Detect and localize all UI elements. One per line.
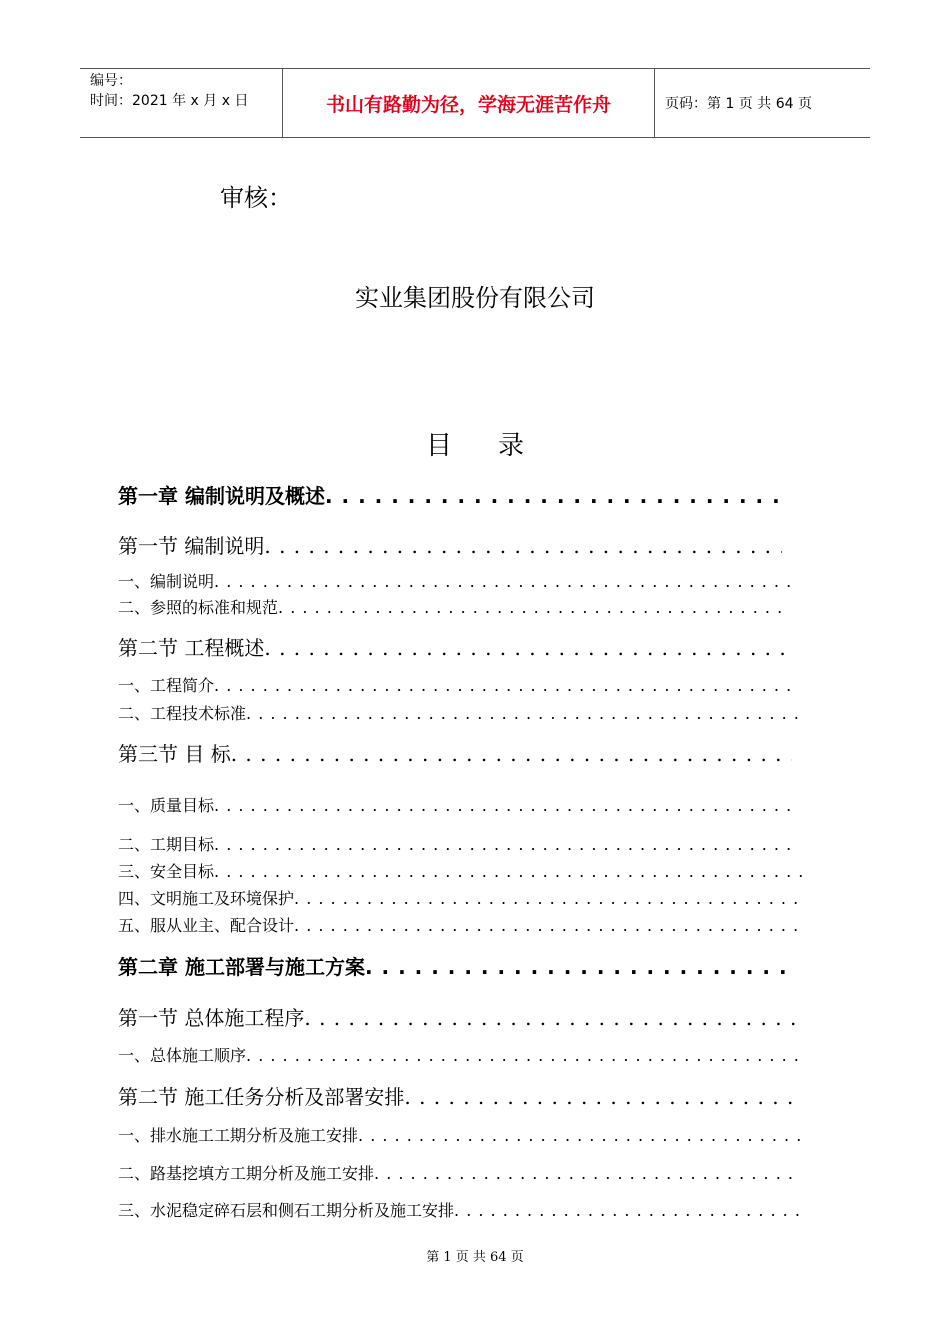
toc-item[interactable]: 一、编制说明 . . . [118,569,792,592]
toc-item[interactable]: 五、服从业主、配合设计 . . . [118,913,802,936]
toc-section-1-3[interactable]: 第三节 目 标 . . . [118,738,792,767]
toc-section-2-2[interactable]: 第二节 施工任务分析及部署安排 . . . [118,1081,802,1110]
toc-item[interactable]: 一、质量目标 . . . [118,793,790,816]
header-meta [80,69,282,137]
toc-item[interactable]: 三、水泥稳定碎石层和侧石工期分析及施工安排 . . . [118,1198,806,1221]
toc-item[interactable]: 三、安全目标 . . . [118,859,802,882]
toc-chapter-2[interactable]: 第二章 施工部署与施工方案 . . . [118,951,794,980]
toc-item[interactable]: 二、路基挖填方工期分析及施工安排 . . . [118,1161,798,1184]
toc-section-2-1[interactable]: 第一节 总体施工程序 . . . [118,1002,802,1031]
header-page-label: 页码：第 1 页 共 64 页 [665,96,812,112]
toc-item[interactable]: 一、排水施工工期分析及施工安排 . . . [118,1123,802,1146]
reviewer-label: 审核： [220,184,292,212]
number-label: 编号： [90,73,132,89]
toc-item[interactable]: 二、参照的标准和规范 . . . [118,595,784,618]
toc-item[interactable]: 四、文明施工及环境保护 . . . [118,886,802,909]
page-footer: 第 1 页 共 64 页 [426,1250,524,1265]
toc-section-1-1[interactable]: 第一节 编制说明 . . . [118,530,782,559]
toc-item[interactable]: 一、总体施工顺序 . . . [118,1043,806,1066]
time-label: 时间：2021 年 x 月 x 日 [90,93,249,109]
toc-chapter-1[interactable]: 第一章 编制说明及概述 . . . [118,480,782,509]
toc-title: 目录 [425,431,570,461]
toc-section-1-2[interactable]: 第二节 工程概述 . . . [118,632,788,661]
document-header [80,68,870,138]
toc-item[interactable]: 一、工程简介 . . . [118,673,792,696]
company-name: 实业集团股份有限公司 [355,284,595,312]
toc-item[interactable]: 二、工程技术标准 . . . [118,701,798,724]
header-motto: 书山有路勤为径，学海无涯苦作舟 [282,69,655,137]
toc-item[interactable]: 二、工期目标 . . . [118,832,798,855]
